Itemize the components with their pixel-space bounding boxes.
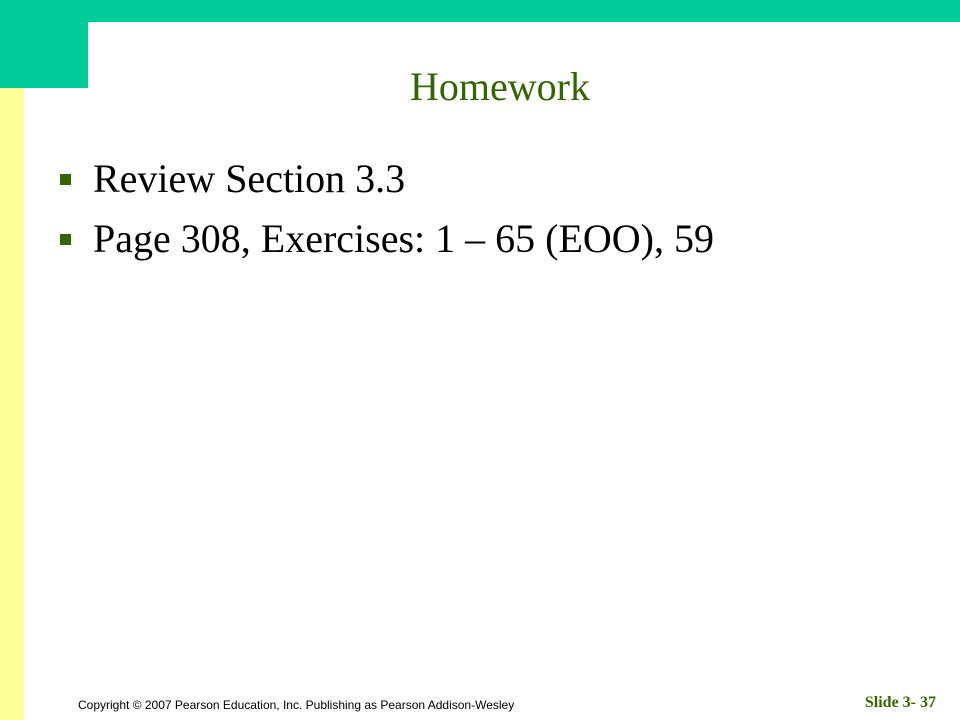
bullet-text: Page 308, Exercises: 1 – 65 (EOO), 59 — [93, 216, 714, 261]
top-accent-bar — [88, 0, 960, 22]
bullet-list — [60, 150, 714, 270]
left-accent-stripe — [0, 88, 24, 720]
slide-number: Slide 3- 37 — [864, 694, 936, 711]
bullet-item — [60, 150, 714, 210]
copyright-notice: Copyright © 2007 Pearson Education, Inc. Publishing as Pearson Addison-Wesley — [78, 698, 515, 712]
bullet-text: Review Section 3.3 — [93, 156, 406, 201]
slide-title: Homework — [410, 64, 590, 109]
bullet-item — [60, 210, 714, 270]
square-bullet-icon — [60, 174, 71, 185]
square-bullet-icon — [60, 234, 71, 245]
